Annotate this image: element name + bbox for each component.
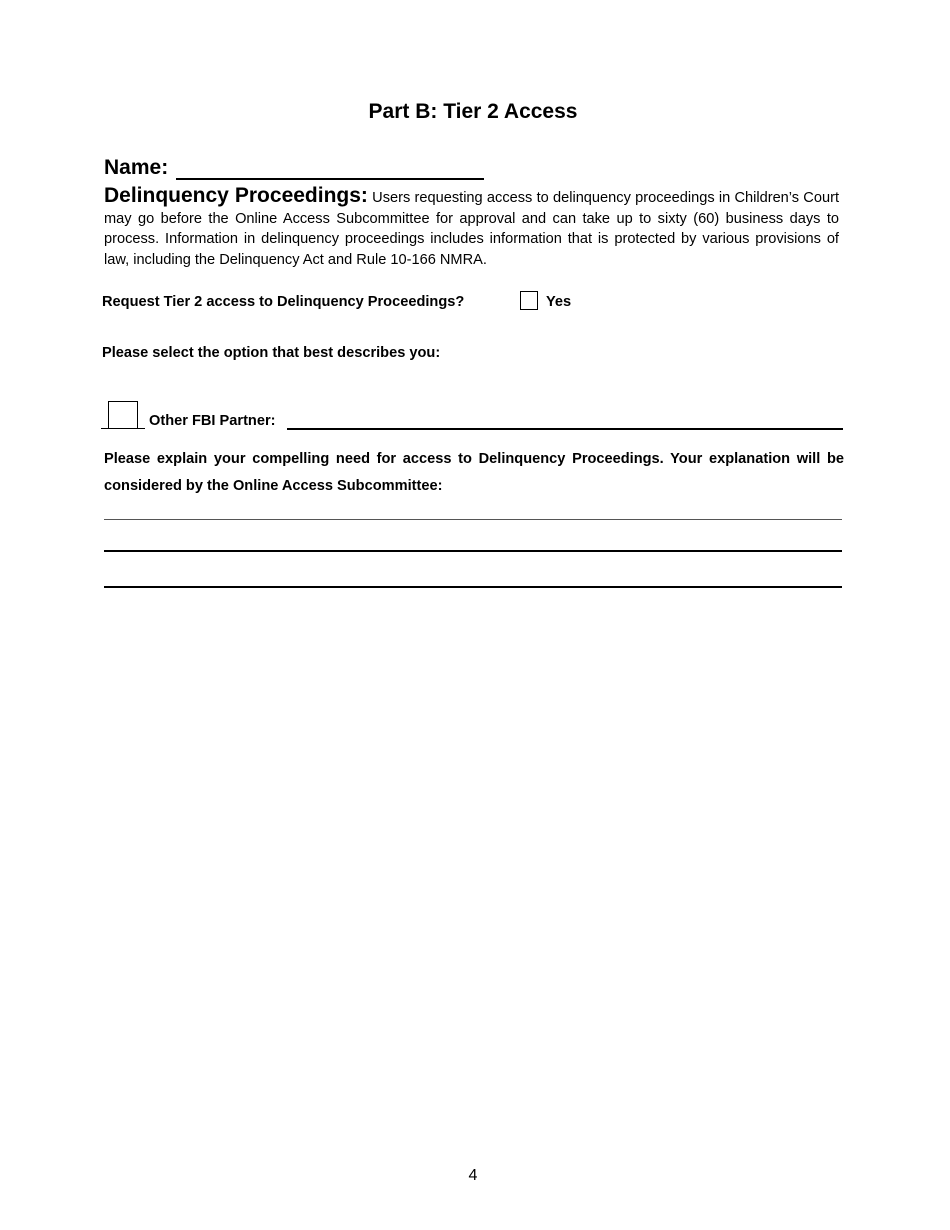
select-prompt: Please select the option that best describes you: [102,345,441,361]
delinquency-body: Users requesting access to delinquency proceedings in Children’s Court may go before the Online Access Subcommittee for approval and can take up to sixty (60) business days to process. Information in delinquency proceedings includes information that is protected by various provisions of law, including the Delinquency Act and Rule 10-166 NMRA. [104,190,839,268]
request-question: Request Tier 2 access to Delinquency Proceedings? [102,294,465,310]
other-fbi-partner-field[interactable] [287,428,843,430]
explanation-line-2[interactable] [104,550,842,552]
yes-checkbox[interactable] [520,291,538,310]
explanation-line-1[interactable] [104,519,842,520]
page-number: 4 [468,1167,478,1184]
name-field[interactable] [176,178,484,180]
explain-prompt: Please explain your compelling need for access to Delinquency Proceedings. Your explanation will be considered by the Online Access Subcommittee: [104,451,844,494]
yes-label: Yes [546,294,572,310]
name-label: Name: [104,156,169,179]
other-fbi-partner-checkbox[interactable] [108,401,138,429]
delinquency-paragraph [104,186,839,270]
explanation-line-3[interactable] [104,586,842,588]
other-fbi-partner-label: Other FBI Partner: [149,413,276,429]
delinquency-heading: Delinquency Proceedings: [104,184,368,207]
page-title: Part B: Tier 2 Access [368,100,578,123]
